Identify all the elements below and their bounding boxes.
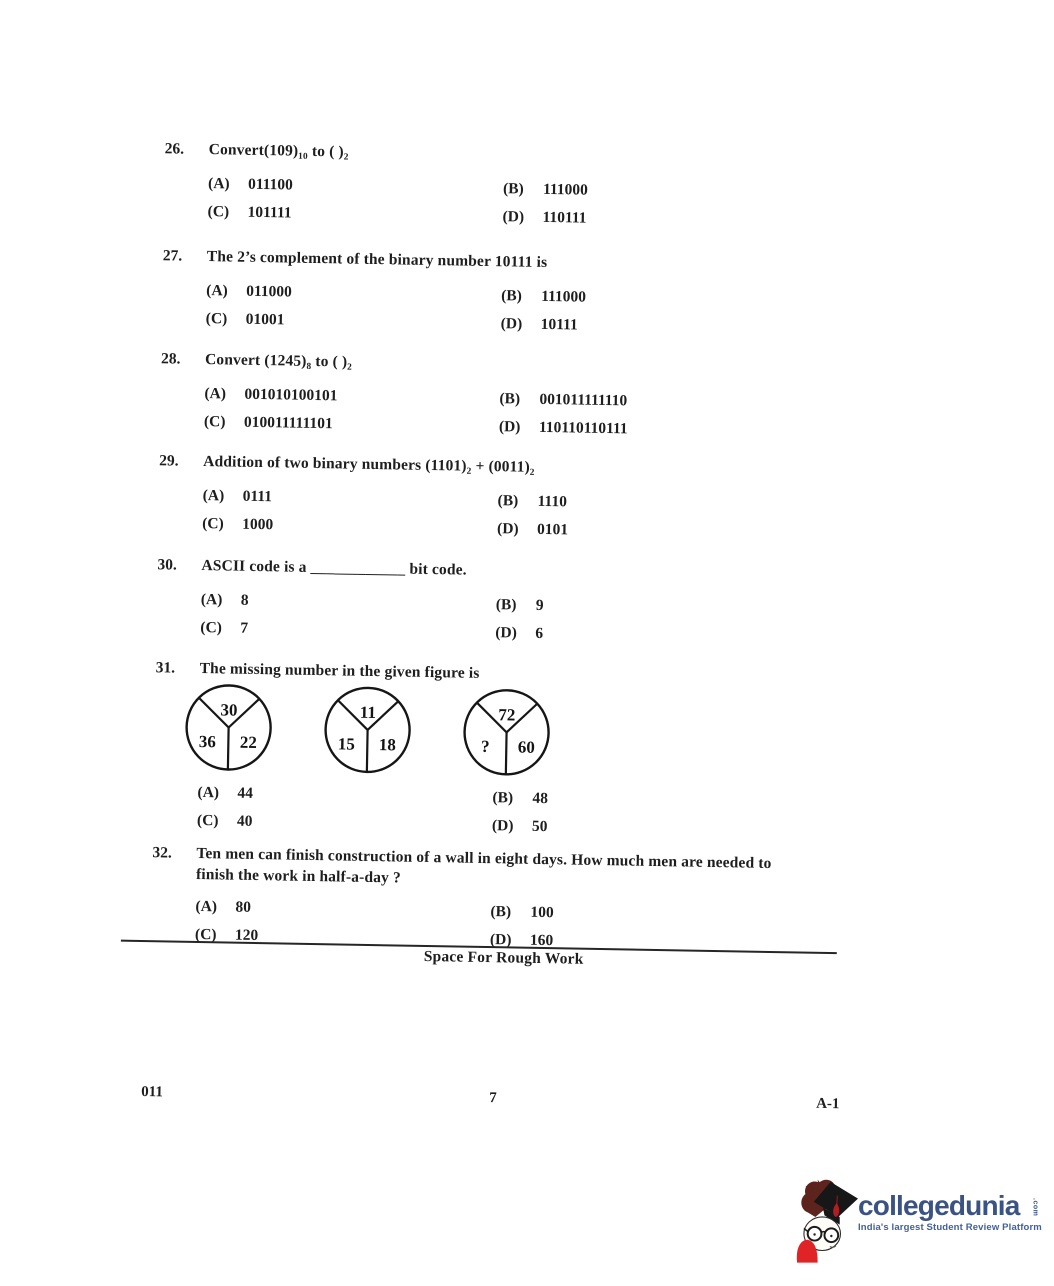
- question-32: [134, 842, 876, 961]
- logo-brand: collegedunia: [858, 1190, 1020, 1221]
- question-text: The missing number in the given figure is: [199, 659, 480, 682]
- question-number: 27.: [162, 247, 183, 265]
- figure-circle-1: [182, 681, 276, 775]
- option-b: (B) 001011111110: [499, 390, 628, 410]
- option-d: (D) 110111: [502, 208, 587, 227]
- question-27: [145, 245, 886, 345]
- rough-work-label: Space For Rough Work: [423, 947, 584, 968]
- option-a: (A) 8: [200, 590, 249, 609]
- question-number: 26.: [164, 140, 185, 158]
- option-a: (A) 001010100101: [204, 385, 338, 405]
- option-c: (C) 010011111101: [203, 413, 333, 433]
- option-d: (D) 0101: [496, 520, 569, 539]
- page-number: 7: [489, 1090, 497, 1107]
- figure-circles: [182, 681, 878, 785]
- option-c: (C) 7: [200, 618, 249, 637]
- option-a: (A) 80: [195, 897, 252, 916]
- question-number: 29.: [159, 452, 179, 470]
- option-c: (C) 120: [194, 925, 259, 945]
- circle-1-top-value: 30: [220, 700, 238, 720]
- options: [204, 380, 884, 448]
- logo-tld: .com: [1031, 1198, 1039, 1217]
- question-text: Convert (1245)₈ to ( )₂: [204, 351, 353, 371]
- question-number: 31.: [155, 659, 176, 677]
- option-b: (B) 48: [492, 789, 549, 808]
- question-text-line2: finish the work in half-a-day ?: [195, 865, 402, 887]
- circle-1-left-value: 36: [198, 731, 217, 752]
- scanned-exam-page: [131, 132, 888, 1119]
- option-b: (B) 111000: [502, 180, 588, 199]
- option-a: (A) 011100: [207, 175, 294, 194]
- option-b: (B) 111000: [501, 287, 587, 306]
- question-30: [139, 554, 880, 654]
- question-text: The 2’s complement of the binary number 10111 is: [206, 248, 548, 271]
- circle-2-left-value: 15: [337, 734, 356, 754]
- options: [197, 779, 877, 847]
- circle-2-right-value: 18: [378, 735, 397, 755]
- options: [206, 277, 886, 345]
- figure-circle-3: [460, 686, 554, 780]
- question-number: 30.: [157, 556, 177, 574]
- options: [207, 170, 887, 238]
- circle-2-top-value: 11: [359, 702, 377, 723]
- option-c: (C) 01001: [205, 310, 285, 329]
- question-29: [141, 450, 882, 550]
- logo-text: [858, 1176, 1049, 1233]
- option-d: (D) 10111: [500, 315, 578, 334]
- option-a: (A) 0111: [202, 487, 273, 506]
- question-28: [143, 348, 884, 448]
- circle-3-top-value: 72: [498, 705, 516, 725]
- logo-tagline: India's largest Student Review Platform: [858, 1222, 1042, 1233]
- options: [202, 482, 882, 550]
- option-d: (D) 50: [491, 817, 548, 836]
- question-26: [146, 138, 887, 238]
- circle-3-left-value: ?: [480, 736, 490, 757]
- option-b: (B) 9: [495, 596, 544, 614]
- option-d: (D) 160: [489, 931, 554, 950]
- option-b: (B) 1110: [497, 492, 568, 511]
- question-number: 28.: [160, 350, 181, 368]
- option-c: (C) 1000: [202, 515, 274, 534]
- circle-1-right-value: 22: [239, 732, 258, 752]
- figure-circle-2: [321, 683, 415, 777]
- question-text: Ten men can finish construction of a wall in eight days. How much men are needed to: [196, 844, 772, 872]
- option-a: (A) 44: [197, 783, 254, 802]
- circle-3-right-value: 60: [517, 737, 535, 757]
- option-b: (B) 100: [490, 903, 554, 922]
- option-d: (D) 6: [495, 624, 544, 642]
- logo-mascot-icon: [794, 1176, 858, 1264]
- page-footer: [131, 1084, 871, 1119]
- question-text: ASCII code is a ____________ bit code.: [201, 557, 467, 579]
- booklet-code: 011: [141, 1084, 164, 1101]
- question-number: 32.: [152, 844, 172, 862]
- question-text: Addition of two binary numbers (1101)₂ + (0011)₂: [203, 453, 535, 476]
- option-d: (D) 110110110111: [498, 418, 628, 438]
- option-a: (A) 011000: [206, 282, 293, 301]
- collegedunia-logo: [794, 1176, 1049, 1264]
- options: [200, 586, 880, 654]
- question-text: Convert(109)₁₀ to ( )₂: [208, 141, 349, 161]
- set-code: A-1: [816, 1095, 840, 1113]
- question-31: [136, 657, 879, 847]
- option-c: (C) 101111: [207, 203, 292, 222]
- option-c: (C) 40: [196, 811, 253, 830]
